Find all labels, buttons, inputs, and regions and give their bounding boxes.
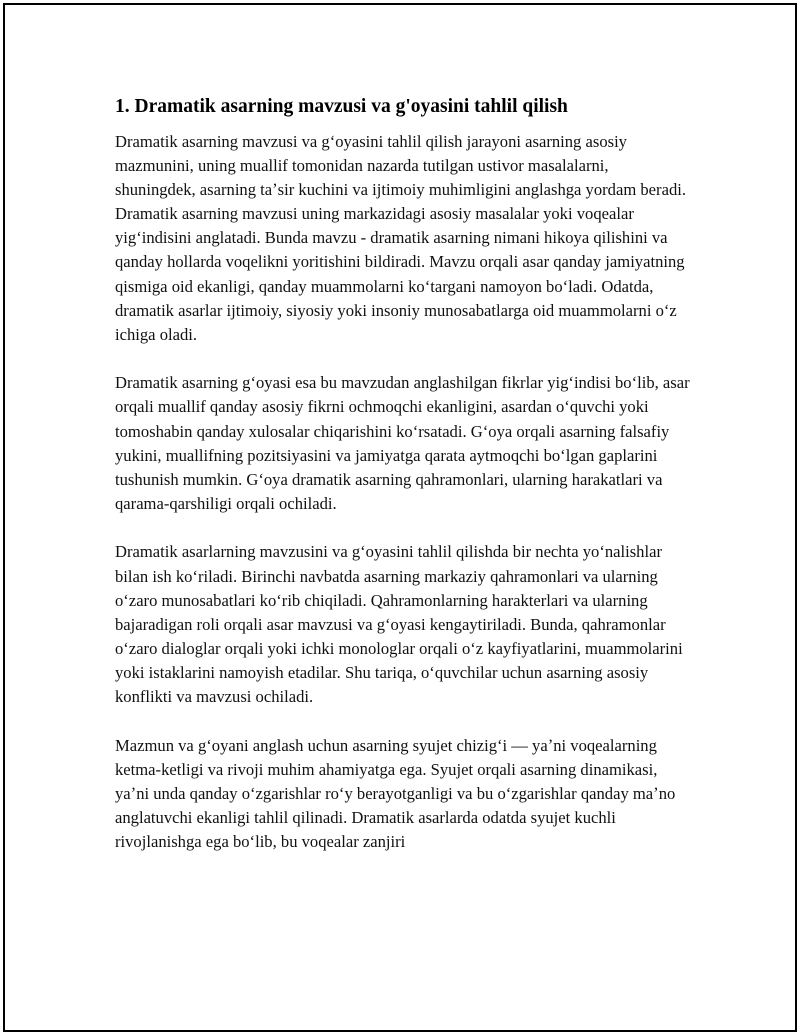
paragraph-topic: Dramatik asarning mavzusi va gʻoyasini tahlil qilish jarayoni asarning asosiy mazmunini, uning muallif tomonidan nazarda tutilgan ustivor masalalarni, shuningdek, asarning taʼsir kuchini va ijtimoiy muhimligini anglashga yordam beradi. Dramatik asarning mavzusi uning markazidagi asosiy masalalar yoki voqealar yigʻindisini anglatadi. Bunda mavzu - dramatik asarning nimani hikoya qilishini va qanday hollarda voqelikni yoritishini bildiradi. Mavzu orqali asar qanday jamiyatning qismiga oid ekanligi, qanday muammolarni koʻtargani namoyon boʻladi. Odatda, dramatik asarlar ijtimoiy, siyosiy yoki insoniy munosabatlarga oid muammolarni oʻz ichiga oladi. [115,132,686,344]
document-body [115,94,690,879]
section-heading: 1. Dramatik asarning mavzusi va g'oyasini tahlil qilish [115,96,568,117]
paragraph-plot: Mazmun va gʻoyani anglash uchun asarning syujet chizigʻi — yaʼni voqealarning ketma-ketligi va rivoji muhim ahamiyatga ega. Syujet orqali asarning dinamikasi, yaʼni unda qanday oʻzgarishlar roʻy berayotganligi va bu oʻzgarishlar qanday maʼno anglatuvchi ekanligi tahlil qilinadi. Dramatik asarlarda odatda syujet kuchli rivojlanishga ega boʻlib, bu voqealar zanjiri [115,735,676,851]
paragraph-analysis-directions: Dramatik asarlarning mavzusini va gʻoyasini tahlil qilishda bir nechta yoʻnalishlar bilan ish koʻriladi. Birinchi navbatda asarning markaziy qahramonlari va ularning oʻzaro munosabatlari koʻrib chiqiladi. Qahramonlarning harakterlari va ularning bajaradigan roli orqali asar mavzusi va gʻoyasi kengaytiriladi. Bunda, qahramonlar oʻzaro dialoglar orqali yoki ichki monologlar orqali oʻz kayfiyatlarini, muammolarini yoki istaklarini namoyish etadilar. Shu tariqa, oʻquvchilar uchun asarning asosiy konflikti va mavzusi ochiladi. [115,542,683,706]
paragraph-idea: Dramatik asarning gʻoyasi esa bu mavzudan anglashilgan fikrlar yigʻindisi boʻlib, asar orqali muallif qanday asosiy fikrni ochmoqchi ekanligini, asardan oʻquvchi yoki tomoshabin qanday xulosalar chiqarishini koʻrsatadi. Gʻoya orqali asarning falsafiy yukini, muallifning pozitsiyasini va jamiyatga qarata aytmoqchi boʻlgan gaplarini tushunish mumkin. Gʻoya dramatik asarning qahramonlari, ularning harakatlari va qarama-qarshiligi orqali ochiladi. [115,373,690,513]
